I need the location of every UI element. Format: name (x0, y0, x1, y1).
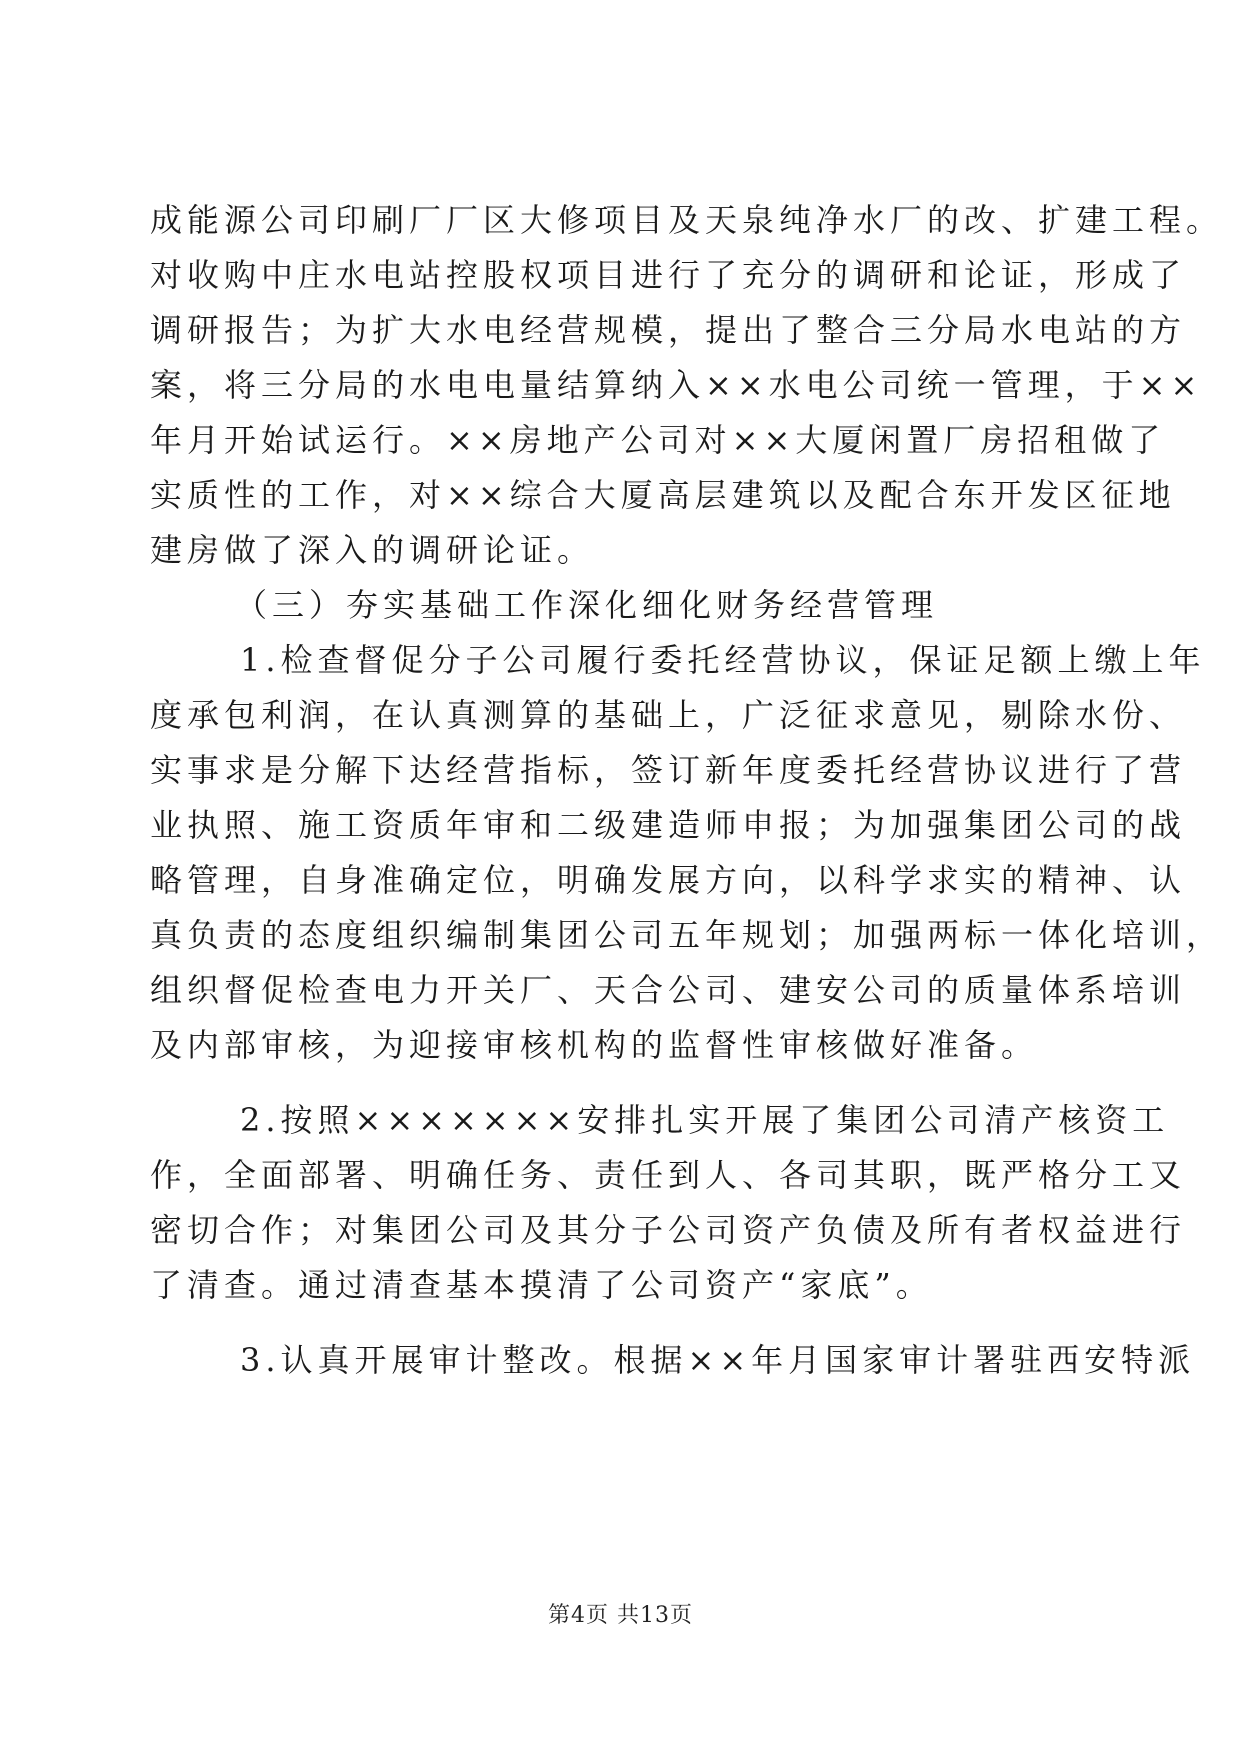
text-line-11: 实事求是分解下达经营指标，签订新年度委托经营协议进行了营 (150, 751, 1187, 789)
text-line-14: 真负责的态度组织编制集团公司五年规划；加强两标一体化培训， (150, 916, 1224, 954)
text-line-16: 及内部审核，为迎接审核机构的监督性审核做好准备。 (150, 1026, 1039, 1064)
text-line-20: 了清查。通过清查基本摸清了公司资产“家底”。 (150, 1266, 933, 1304)
text-line-3: 调研报告；为扩大水电经营规模，提出了整合三分局水电站的方 (150, 311, 1187, 349)
text-line-17: 2.按照×××××××安排扎实开展了集团公司清产核资工 (240, 1101, 1170, 1139)
text-line-18: 作，全面部署、明确任务、责任到人、各司其职，既严格分工又 (150, 1156, 1187, 1194)
text-line-2: 对收购中庄水电站控股权项目进行了充分的调研和论证，形成了 (150, 256, 1187, 294)
text-line-10: 度承包利润，在认真测算的基础上，广泛征求意见，剔除水份、 (150, 696, 1187, 734)
text-line-4: 案，将三分局的水电电量结算纳入××水电公司统一管理，于×× (150, 366, 1203, 404)
text-line-15: 组织督促检查电力开关厂、天合公司、建安公司的质量体系培训 (150, 971, 1187, 1009)
text-line-7: 建房做了深入的调研论证。 (150, 531, 595, 569)
text-line-19: 密切合作；对集团公司及其分子公司资产负债及所有者权益进行 (150, 1211, 1187, 1249)
text-line-12: 业执照、施工资质年审和二级建造师申报；为加强集团公司的战 (150, 806, 1187, 844)
page-footer: 第4页 共13页 (548, 1603, 693, 1628)
text-line-21: 3.认真开展审计整改。根据××年月国家审计署驻西安特派 (240, 1341, 1196, 1379)
text-line-6: 实质性的工作，对××综合大厦高层建筑以及配合东开发区征地 (150, 476, 1176, 514)
text-line-9: 1.检查督促分子公司履行委托经营协议，保证足额上缴上年 (240, 641, 1206, 679)
section-heading: （三）夯实基础工作深化细化财务经营管理 (235, 586, 939, 624)
text-line-1: 成能源公司印刷厂厂区大修项目及天泉纯净水厂的改、扩建工程。 (150, 201, 1224, 239)
text-line-13: 略管理，自身准确定位，明确发展方向，以科学求实的精神、认 (150, 861, 1187, 899)
text-line-5: 年月开始试运行。××房地产公司对××大厦闲置厂房招租做了 (150, 421, 1166, 459)
